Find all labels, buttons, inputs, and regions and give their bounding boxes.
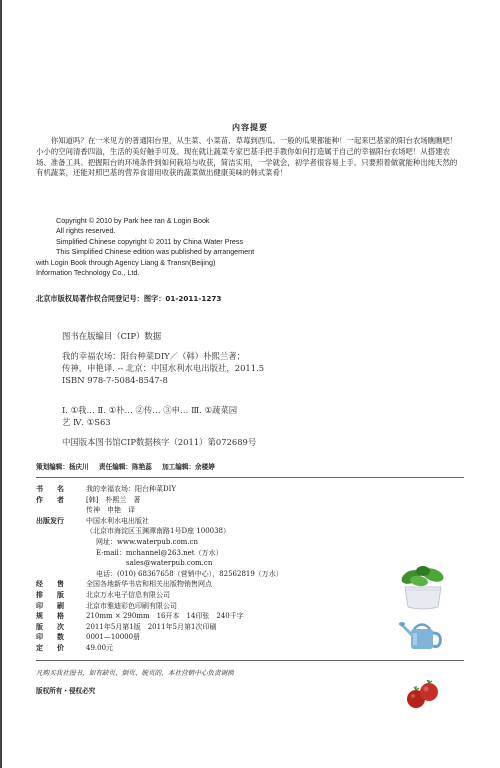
detail-row-edition — [36, 622, 283, 633]
detail-label: 印 刷 — [36, 601, 64, 610]
copyright-line: Copyright © 2010 by Park hee ran & Login Book — [56, 216, 210, 225]
copyright-line: Simplified Chinese copyright © 2011 by China Water Press — [56, 236, 244, 246]
editors-line — [36, 461, 223, 471]
detail-value: 中国水利水电出版社 — [86, 516, 149, 525]
publisher-email-2: sales@waterpub.com.cn — [126, 559, 213, 568]
publisher-web: 网址：www.waterpub.com.cn — [96, 537, 198, 546]
summary-paragraph: 你知道吗？在一米见方的普通阳台里，从生菜、小菜苗、草莓到西瓜、一般的瓜果都能种！一起来巴基家的阳台农场瞧瞧吧！小小的空间清香四溢，生活的美好触手可及。现在就让蔬菜专家巴基手把手教你如何打造属于自己的幸福阳台农场吧！从搭建农场、准备工具、把握阳台的环境条件到如何栽培与收获，简洁实用，一学就会，初学者很容易上手。只要照着做就能种出纯天然的有机蔬菜，还能对照巴基的营养食谱用收获的蔬菜做出健康美味的韩式菜肴！ — [36, 136, 458, 178]
cip-number: 中国版本图书馆CIP数据核字（2011）第072689号 — [62, 437, 257, 447]
cip-line: 我的幸福农场：阳台种菜DIY／（韩）朴熙兰著； — [62, 351, 246, 361]
publication-details — [36, 484, 376, 654]
detail-value: 北京市雅迪彩色印刷有限公司 — [86, 601, 177, 610]
summary-body — [36, 136, 464, 179]
potted-plant-illustration — [397, 563, 449, 613]
detail-value: [韩] 朴熙兰 著 — [86, 495, 141, 504]
copyright-line: with Login Book through Agency Liang & Transn(Beijing) — [36, 257, 216, 267]
summary-title: 内容提要 — [232, 123, 268, 132]
detail-value: 传神 申艳 译 — [86, 506, 135, 515]
detail-value: 北京万水电子信息有限公司 — [86, 590, 170, 599]
detail-label: 出版发行 — [36, 516, 64, 525]
cip-record — [62, 350, 442, 387]
publisher-email: E-mail：mchannel@263.net（万水） — [96, 548, 223, 557]
publisher-phone: 电话：(010) 68367658（营销中心），82562819（万水） — [96, 569, 283, 578]
registration-number: 北京市版权局著作权合同登记号：图字：01-2011-1273 — [36, 294, 222, 303]
cip-line: 传神，申艳译. -- 北京：中国水利水电出版社，2011.5 — [62, 363, 265, 374]
detail-value: 0001—10000册 — [86, 633, 141, 642]
details-table — [36, 484, 283, 654]
publisher-address: （北京市海淀区玉渊潭南路1号D座 100038） — [86, 527, 231, 536]
detail-value: 210mm × 290mm 16开本 14印张 240千字 — [86, 612, 244, 621]
tomatoes-illustration — [405, 680, 441, 710]
responsible-editor: 责任编辑：陈艳蕊 — [99, 463, 152, 471]
detail-row-specification — [36, 611, 283, 622]
detail-row-typesetting — [36, 590, 283, 601]
copyright-block — [36, 216, 466, 278]
planning-editor: 策划编辑：杨庆川 — [36, 463, 89, 471]
divider-bottom — [36, 660, 464, 661]
detail-value: 我的幸福农场：阳台种菜DIY — [86, 485, 176, 493]
detail-label: 定 价 — [36, 643, 64, 652]
detail-value: 2011年5月第1版 2011年5月第1次印刷 — [86, 622, 217, 631]
detail-value: 49.00元 — [86, 643, 114, 652]
detail-label: 版 次 — [36, 622, 64, 631]
detail-label: 排 版 — [36, 590, 64, 599]
detail-label: 经 售 — [36, 580, 64, 589]
cip-title: 图书在版编目（CIP）数据 — [62, 331, 162, 341]
copyright-line: All rights reserved. — [56, 226, 116, 236]
detail-row-printing — [36, 601, 283, 612]
detail-row-price — [36, 643, 283, 654]
detail-row-distributor — [36, 579, 283, 590]
detail-row-author-2 — [36, 505, 283, 516]
detail-row-author — [36, 495, 283, 506]
detail-label: 作 者 — [36, 495, 64, 504]
detail-row-print-count — [36, 632, 283, 643]
rights-reserved: 版权所有・侵权必究 — [36, 687, 96, 695]
detail-label: 印 数 — [36, 633, 64, 642]
divider-top — [36, 477, 464, 478]
cip-class-line: Ⅰ. ①我… Ⅱ. ①朴… ②传… ③申… Ⅲ. ①蔬菜园 — [62, 405, 238, 415]
page-edge — [0, 0, 2, 768]
watering-can-illustration — [398, 615, 444, 655]
replacement-notice: 凡购买我社图书，如有缺页、倒页、脱页的，本社营销中心负责调换 — [36, 669, 234, 677]
detail-label: 书 名 — [36, 485, 64, 493]
copyright-line: This Simplified Chinese edition was published by arrangement — [56, 247, 255, 257]
copyright-line: Information Technology Co., Ltd. — [36, 268, 140, 278]
cip-line: ISBN 978-7-5084-8547-8 — [62, 375, 168, 386]
detail-label: 规 格 — [36, 612, 64, 621]
processing-editor: 加工编辑：余楼婷 — [162, 463, 215, 471]
cip-class-line: 艺 Ⅳ. ①S63 — [62, 417, 111, 428]
cip-classification — [62, 404, 392, 429]
detail-row-title — [36, 484, 283, 495]
detail-row-publisher — [36, 516, 283, 527]
detail-value: 全国各地新华书店和相关出版物销售网点 — [86, 580, 212, 589]
